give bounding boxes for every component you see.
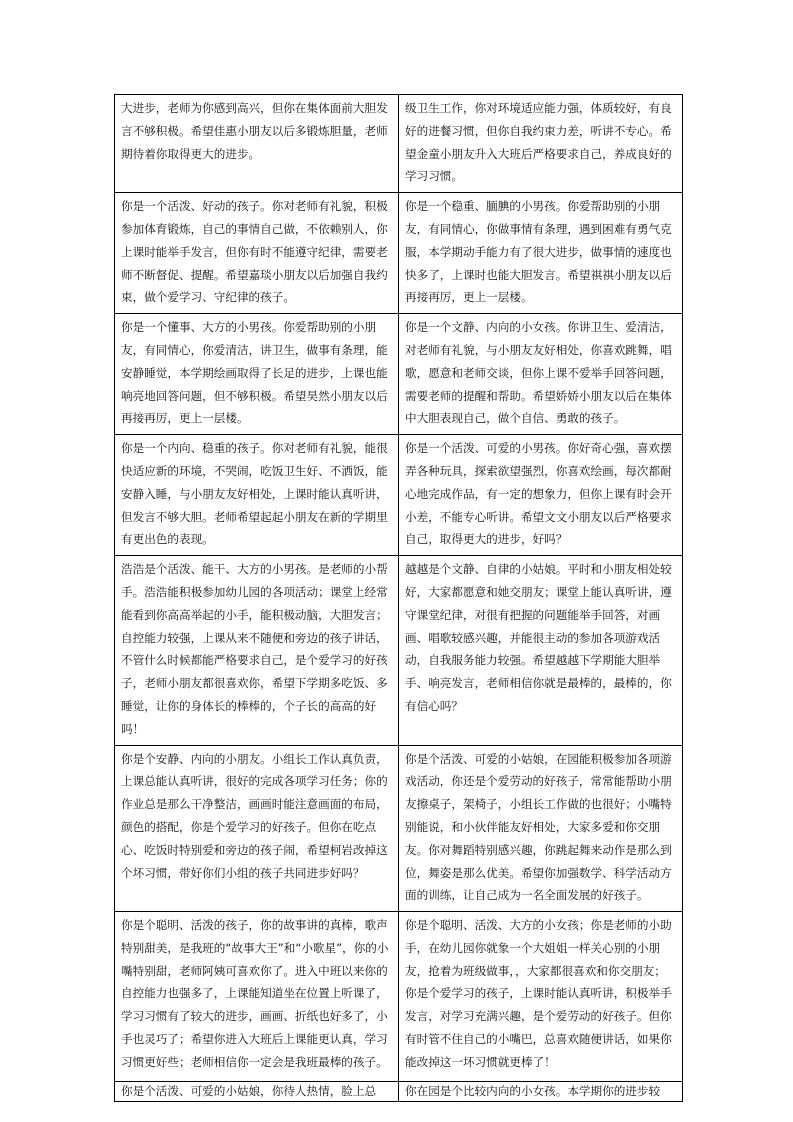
table-cell-right: 你是个聪明、活泼、大方的小女孩；你是老师的小助手，在幼儿园你就象一个大姐姐一样关心别的小朋友，抢着为班级做事，，大家都很喜欢和你交朋友；你是个爱学习的孩子，上课时能认真听讲，积极举手发言，对学习充满兴趣，是个爱劳动的好孩子。但你有时管不住自己的小嘴巴，总喜欢随便讲话，如果你能改掉这一坏习惯就更棒了！ [399,912,683,1082]
table-cell-right: 越越是个文静、自律的小姑娘。平时和小朋友相处较好，大家都愿意和她交朋友；课堂上能认真听讲，遵守课堂纪律，对很有把握的问题能举手回答，对画画、唱歌较感兴趣，并能很主动的参加各项游戏活动，自我服务能力较强。希望越越下学期能大胆举手、响亮发言，老师相信你就是最棒的，最棒的，你有信心吗？ [399,556,683,745]
table-cell-right: 你是一个活泼、可爱的小男孩。你好奇心强，喜欢摆弄各种玩具，探索欲望强烈，你喜欢绘画，每次都耐心地完成作品，有一定的想象力，但你上课有时会开小差，不能专心听讲。希望文文小朋友以后严格要求自己，取得更大的进步，好吗？ [399,435,683,556]
table-row [115,1082,683,1102]
table-cell-right: 级卫生工作，你对环境适应能力强，体质较好，有良好的进餐习惯，但你自我约束力差，听讲不专心。希望金童小朋友升入大班后严格要求自己，养成良好的学习习惯。 [399,95,683,193]
table-cell-left: 你是一个活泼、好动的孩子。你对老师有礼貌，积极参加体育锻炼，自己的事情自己做，不依赖别人，你上课时能举手发言，但你有时不能遵守纪律，需要老师不断督促、提醒。希望嘉琰小朋友以后加强自我约束，做个爱学习、守纪律的孩子。 [115,193,399,314]
table-cell-left: 大进步，老师为你感到高兴，但你在集体面前大胆发言不够积极。希望佳惠小朋友以后多锻炼胆量，老师期待着你取得更大的进步。 [115,95,399,193]
table-row [115,95,683,193]
table-row [115,193,683,314]
table-cell-left: 你是个聪明、活泼的孩子，你的故事讲的真棒，歌声特别甜美，是我班的“故事大王”和“小歌星”，你的小嘴特别甜，老师阿姨可喜欢你了。进入中班以来你的自控能力也强多了，上课能知道坐在位置上听课了，学习习惯有了较大的进步，画画、折纸也好多了，小手也灵巧了；希望你进入大班后上课能更认真，学习习惯更好些；老师相信你一定会是我班最棒的孩子。 [115,912,399,1082]
table-cell-right: 你在园是个比较内向的小女孩。本学期你的进步较 [399,1082,683,1102]
table-cell-left: 你是一个懂事、大方的小男孩。你爱帮助别的小朋友，有同情心，你爱清洁，讲卫生，做事有条理，能安静睡觉，本学期绘画取得了长足的进步，上课也能响亮地回答问题，但不够积极。希望昊然小朋友以后再接再厉，更上一层楼。 [115,314,399,435]
table-row [115,745,683,912]
evaluation-table [114,94,683,1102]
table-row [115,912,683,1082]
table-row [115,435,683,556]
table-row [115,556,683,745]
table-cell-left: 你是一个内向、稳重的孩子。你对老师有礼貌，能很快适应新的环境，不哭闹，吃饭卫生好、不洒饭，能安静入睡，与小朋友友好相处，上课时能认真听讲，但发言不够大胆。老师希望起起小朋友在新的学期里有更出色的表现。 [115,435,399,556]
table-cell-left: 你是个安静、内向的小朋友。小组长工作认真负责，上课总能认真听讲，很好的完成各项学习任务；你的作业总是那么干净整洁，画画时能注意画面的布局，颜色的搭配，你是个爱学习的好孩子。但你在吃点心、吃饭时特别爱和旁边的孩子闹，希望柯岩改掉这个坏习惯，带好你们小组的孩子共同进步好吗？ [115,745,399,912]
table-cell-right: 你是个活泼、可爱的小姑娘，在园能积极参加各项游戏活动，你还是个爱劳动的好孩子，常常能帮助小朋友擦桌子，架椅子，小组长工作做的也很好；小嘴特别能说，和小伙伴能友好相处，大家多爱和你交朋友。你对舞蹈特别感兴趣，你跳起舞来动作是那么到位，舞姿是那么优美。希望你加强数学、科学活动方面的训练，让自己成为一名全面发展的好孩子。 [399,745,683,912]
table-cell-right: 你是一个文静、内向的小女孩。你讲卫生、爱清洁，对老师有礼貌，与小朋友友好相处，你喜欢跳舞，唱歌，愿意和老师交谈，但你上课不爱举手回答问题，需要老师的提醒和帮助。希望娇娇小朋友以后在集体中大胆表现自己，做个自信、勇敢的孩子。 [399,314,683,435]
table-row [115,314,683,435]
table-cell-left: 浩浩是个活泼、能干、大方的小男孩。是老师的小帮手。浩浩能积极参加幼儿园的各项活动；课堂上经常能看到你高高举起的小手，能积极动脑，大胆发言；自控能力较强，上课从来不随便和旁边的孩子讲话，不管什么时候都能严格要求自己，是个爱学习的好孩子，老师小朋友都很喜欢你，希望下学期多吃饭、多睡觉，让你的身体长的棒棒的，个子长的高高的好吗！ [115,556,399,745]
table-cell-right: 你是一个稳重、腼腆的小男孩。你爱帮助别的小朋友，有同情心，你做事情有条理，遇到困难有勇气克服，本学期动手能力有了很大进步，做事情的速度也快多了，上课时也能大胆发言。希望祺祺小朋友以后再接再厉，更上一层楼。 [399,193,683,314]
table-cell-left: 你是个活泼、可爱的小姑娘，你待人热情，脸上总 [115,1082,399,1102]
